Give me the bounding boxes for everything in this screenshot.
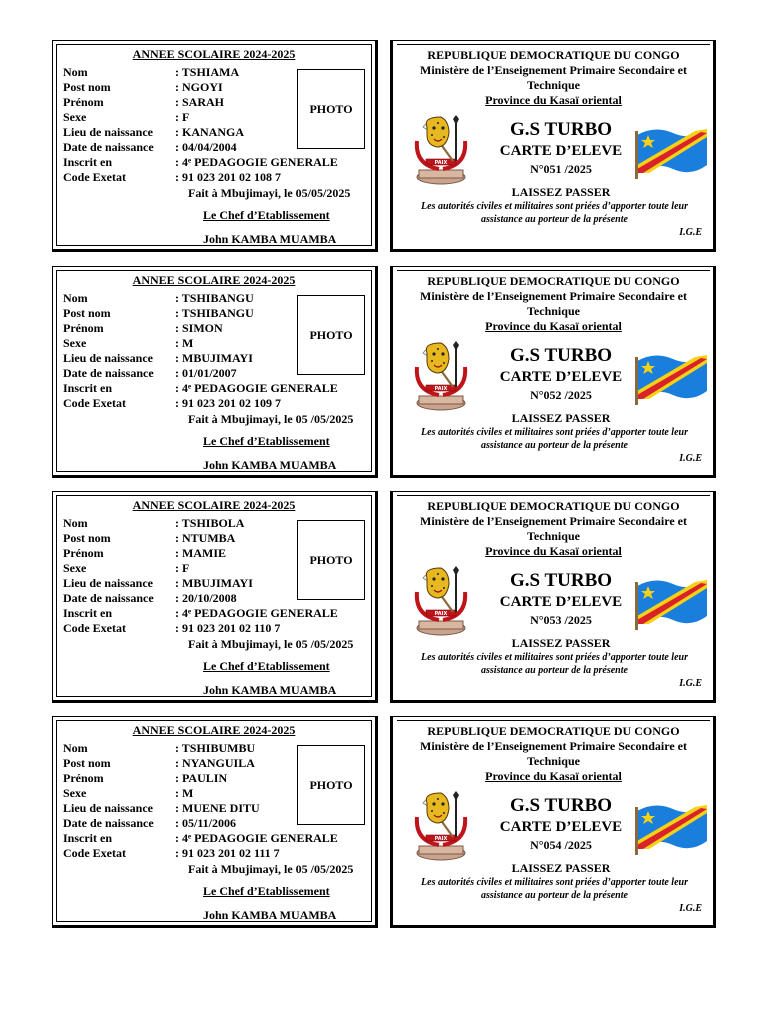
card-type: CARTE D’ELEVE: [499, 594, 623, 610]
value-lieu: : KANANGA: [175, 125, 244, 139]
ministry-title: Ministère de l’Enseignement Primaire Secondaire et Technique: [420, 63, 687, 92]
card-back: [390, 266, 716, 478]
card-pair: [52, 266, 716, 478]
label-prenom: Prénom: [63, 546, 104, 560]
label-date: Date de naissance: [63, 591, 154, 605]
label-lieu: Lieu de naissance: [63, 576, 154, 590]
pass-title: LAISSEZ PASSER: [511, 411, 611, 425]
label-prenom: Prénom: [63, 95, 104, 109]
label-date: Date de naissance: [63, 816, 154, 830]
label-date: Date de naissance: [63, 140, 154, 154]
card-front-frame: [56, 720, 372, 922]
card-back: [390, 491, 716, 703]
emblem-motto: PAIX: [434, 836, 448, 842]
label-lieu: Lieu de naissance: [63, 125, 154, 139]
drc-flag-icon: [635, 797, 709, 857]
card-front: [52, 40, 378, 252]
drc-flag-icon: [635, 347, 709, 407]
photo-box: PHOTO: [297, 295, 365, 375]
province-title: Province du Kasaï oriental: [485, 769, 622, 783]
republic-title: REPUBLIQUE DEMOCRATIQUE DU CONGO: [427, 724, 680, 738]
value-postnom: : NYANGUILA: [175, 756, 255, 770]
value-lieu: : MBUJIMAYI: [175, 576, 253, 590]
label-sexe: Sexe: [63, 561, 87, 575]
ministry-title: Ministère de l’Enseignement Primaire Secondaire et Technique: [420, 739, 687, 768]
value-date: : 04/04/2004: [175, 140, 237, 154]
label-postnom: Post nom: [63, 80, 111, 94]
ige-mark: I.G.E: [679, 678, 702, 689]
card-back-frame: [397, 720, 710, 922]
chief-name: John KAMBA MUAMBA: [203, 908, 337, 922]
label-exetat: Code Exetat: [63, 170, 126, 184]
drc-flag-icon: [635, 572, 709, 632]
republic-title: REPUBLIQUE DEMOCRATIQUE DU CONGO: [427, 274, 680, 288]
chief-title: Le Chef d’Etablissement: [203, 208, 330, 222]
field-exetat: [63, 170, 338, 185]
value-exetat: : 91 023 201 02 109 7: [175, 396, 281, 410]
authorities-note: Les autorités civiles et militaires sont priées d’apporter toute leur assistance au porteur de la présente: [421, 652, 688, 676]
value-nom: : TSHIBUMBU: [175, 741, 256, 755]
school-name: G.S TURBO: [509, 795, 613, 816]
coat-of-arms-emblem-icon: [413, 339, 469, 415]
ige-mark: I.G.E: [679, 453, 702, 464]
province-title: Province du Kasaï oriental: [485, 93, 622, 107]
value-prenom: : SIMON: [175, 321, 223, 335]
card-front-frame: [56, 270, 372, 472]
ige-mark: I.G.E: [679, 227, 702, 238]
card-back-frame: [397, 44, 710, 246]
photo-box: PHOTO: [297, 745, 365, 825]
school-name: G.S TURBO: [509, 570, 613, 591]
province-title: Province du Kasaï oriental: [485, 319, 622, 333]
emblem-motto: PAIX: [434, 160, 448, 166]
label-postnom: Post nom: [63, 756, 111, 770]
label-prenom: Prénom: [63, 771, 104, 785]
chief-title: Le Chef d’Etablissement: [203, 884, 330, 898]
field-inscrit: [63, 831, 338, 846]
drc-flag-icon: [635, 121, 709, 181]
field-exetat: [63, 621, 338, 636]
label-date: Date de naissance: [63, 366, 154, 380]
ministry-title: Ministère de l’Enseignement Primaire Secondaire et Technique: [420, 514, 687, 543]
value-date: : 20/10/2008: [175, 591, 237, 605]
province-title: Province du Kasaï oriental: [485, 544, 622, 558]
value-exetat: : 91 023 201 02 111 7: [175, 846, 280, 860]
coat-of-arms-emblem-icon: [413, 564, 469, 640]
chief-name: John KAMBA MUAMBA: [203, 683, 337, 697]
value-postnom: : NTUMBA: [175, 531, 236, 545]
chief-title: Le Chef d’Etablissement: [203, 659, 330, 673]
pass-title: LAISSEZ PASSER: [511, 861, 611, 875]
value-inscrit: : 4ᵉ PEDAGOGIE GENERALE: [175, 155, 338, 169]
value-prenom: : SARAH: [175, 95, 225, 109]
card-pair: [52, 716, 716, 928]
authorities-note: Les autorités civiles et militaires sont priées d’apporter toute leur assistance au porteur de la présente: [421, 877, 688, 901]
issue-place-date: Fait à Mbujimayi, le 05/05/2025: [188, 186, 351, 200]
label-prenom: Prénom: [63, 321, 104, 335]
value-exetat: : 91 023 201 02 110 7: [175, 621, 281, 635]
value-prenom: : MAMIE: [175, 546, 226, 560]
authorities-note: Les autorités civiles et militaires sont priées d’apporter toute leur assistance au porteur de la présente: [421, 427, 688, 451]
school-year: ANNEE SCOLAIRE 2024-2025: [132, 723, 296, 737]
value-nom: : TSHIAMA: [175, 65, 240, 79]
label-postnom: Post nom: [63, 306, 111, 320]
value-nom: : TSHIBOLA: [175, 516, 245, 530]
card-back: [390, 40, 716, 252]
card-back-frame: [397, 495, 710, 697]
value-exetat: : 91 023 201 02 108 7: [175, 170, 281, 184]
pass-title: LAISSEZ PASSER: [511, 185, 611, 199]
label-inscrit: Inscrit en: [63, 155, 112, 169]
label-sexe: Sexe: [63, 110, 87, 124]
field-exetat: [63, 846, 338, 861]
chief-name: John KAMBA MUAMBA: [203, 458, 337, 472]
label-sexe: Sexe: [63, 336, 87, 350]
value-inscrit: : 4ᵉ PEDAGOGIE GENERALE: [175, 381, 338, 395]
card-front-frame: [56, 495, 372, 697]
republic-title: REPUBLIQUE DEMOCRATIQUE DU CONGO: [427, 48, 680, 62]
republic-title: REPUBLIQUE DEMOCRATIQUE DU CONGO: [427, 499, 680, 513]
label-lieu: Lieu de naissance: [63, 801, 154, 815]
value-sexe: : F: [175, 561, 190, 575]
value-nom: : TSHIBANGU: [175, 291, 254, 305]
school-year: ANNEE SCOLAIRE 2024-2025: [132, 47, 296, 61]
card-number: N°053 /2025: [530, 613, 592, 627]
chief-name: John KAMBA MUAMBA: [203, 232, 337, 246]
ige-mark: I.G.E: [679, 903, 702, 914]
card-type: CARTE D’ELEVE: [499, 819, 623, 835]
coat-of-arms-emblem-icon: [413, 789, 469, 865]
photo-box: PHOTO: [297, 520, 365, 600]
label-lieu: Lieu de naissance: [63, 351, 154, 365]
field-inscrit: [63, 606, 338, 621]
coat-of-arms-emblem-icon: [413, 113, 469, 189]
card-type: CARTE D’ELEVE: [499, 143, 623, 159]
field-inscrit: [63, 155, 338, 170]
value-lieu: : MBUJIMAYI: [175, 351, 253, 365]
authorities-note: Les autorités civiles et militaires sont priées d’apporter toute leur assistance au porteur de la présente: [421, 201, 688, 225]
value-date: : 05/11/2006: [175, 816, 237, 830]
label-nom: Nom: [63, 291, 88, 305]
label-nom: Nom: [63, 741, 88, 755]
issue-place-date: Fait à Mbujimayi, le 05 /05/2025: [188, 862, 354, 876]
label-inscrit: Inscrit en: [63, 606, 112, 620]
issue-place-date: Fait à Mbujimayi, le 05 /05/2025: [188, 412, 354, 426]
label-nom: Nom: [63, 516, 88, 530]
emblem-motto: PAIX: [434, 611, 448, 617]
card-front: [52, 266, 378, 478]
school-name: G.S TURBO: [509, 119, 613, 140]
label-nom: Nom: [63, 65, 88, 79]
card-number: N°051 /2025: [530, 162, 592, 176]
emblem-motto: PAIX: [434, 386, 448, 392]
issue-place-date: Fait à Mbujimayi, le 05 /05/2025: [188, 637, 354, 651]
ministry-title: Ministère de l’Enseignement Primaire Secondaire et Technique: [420, 289, 687, 318]
value-prenom: : PAULIN: [175, 771, 228, 785]
school-year: ANNEE SCOLAIRE 2024-2025: [132, 498, 296, 512]
photo-box: PHOTO: [297, 69, 365, 149]
label-exetat: Code Exetat: [63, 396, 126, 410]
school-year: ANNEE SCOLAIRE 2024-2025: [132, 273, 296, 287]
label-sexe: Sexe: [63, 786, 87, 800]
card-number: N°052 /2025: [530, 388, 592, 402]
card-front-frame: [56, 44, 372, 246]
label-exetat: Code Exetat: [63, 621, 126, 635]
card-type: CARTE D’ELEVE: [499, 369, 623, 385]
label-exetat: Code Exetat: [63, 846, 126, 860]
label-inscrit: Inscrit en: [63, 381, 112, 395]
label-inscrit: Inscrit en: [63, 831, 112, 845]
school-name: G.S TURBO: [509, 345, 613, 366]
card-back: [390, 716, 716, 928]
field-inscrit: [63, 381, 338, 396]
value-inscrit: : 4ᵉ PEDAGOGIE GENERALE: [175, 831, 338, 845]
card-back-frame: [397, 270, 710, 472]
label-postnom: Post nom: [63, 531, 111, 545]
card-number: N°054 /2025: [530, 838, 592, 852]
card-pair: [52, 40, 716, 252]
value-postnom: : TSHIBANGU: [175, 306, 254, 320]
card-pair: [52, 491, 716, 703]
value-sexe: : F: [175, 110, 190, 124]
value-sexe: : M: [175, 336, 194, 350]
card-front: [52, 716, 378, 928]
field-exetat: [63, 396, 338, 411]
pass-title: LAISSEZ PASSER: [511, 636, 611, 650]
value-postnom: : NGOYI: [175, 80, 223, 94]
card-front: [52, 491, 378, 703]
value-sexe: : M: [175, 786, 194, 800]
chief-title: Le Chef d’Etablissement: [203, 434, 330, 448]
value-inscrit: : 4ᵉ PEDAGOGIE GENERALE: [175, 606, 338, 620]
value-date: : 01/01/2007: [175, 366, 237, 380]
value-lieu: : MUENE DITU: [175, 801, 260, 815]
